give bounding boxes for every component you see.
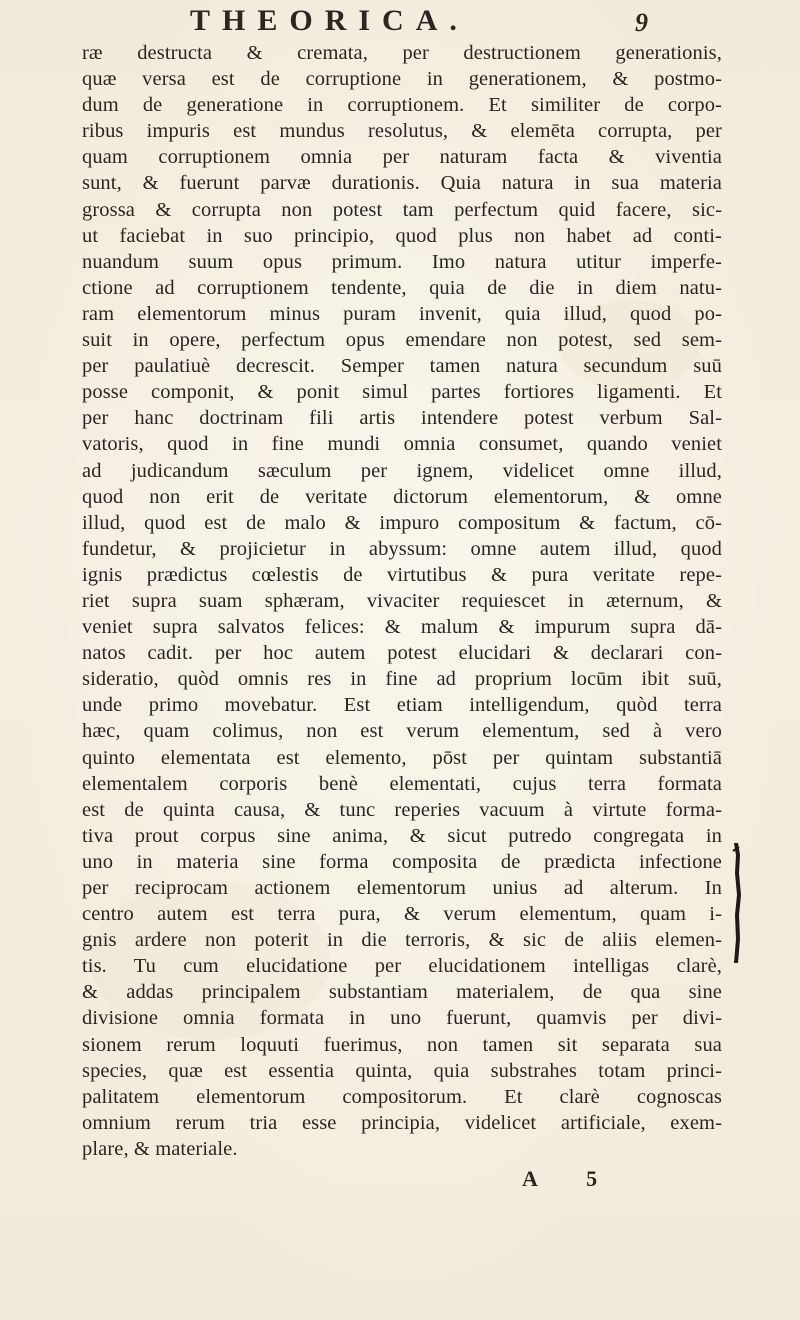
running-head: [0, 4, 800, 40]
text-line: ræ destructa & cremata, per destructionem generationis,: [82, 42, 722, 64]
text-line: quod non erit de veritate dictorum elementorum, & omne: [82, 485, 722, 508]
text-line: quæ versa est de corruptione in generationem, & postmo-: [82, 68, 722, 91]
text-line: elementalem corporis benè elementati, cujus terra formata: [82, 772, 722, 795]
text-line: nuandum suum opus primum. Imo natura utitur imperfe-: [82, 250, 722, 273]
text-line: hæc, quam colimus, non est verum elementum, sed à vero: [82, 720, 722, 743]
text-line: per paulatiuè decrescit. Semper tamen natura secundum suū: [82, 355, 722, 378]
text-line: natos cadit. per hoc autem potest elucidari & declarari con-: [82, 642, 722, 665]
text-line: unde primo movebatur. Est etiam intelligendum, quòd terra: [82, 694, 722, 717]
text-line: uno in materia sine forma composita de prædicta infectione: [82, 850, 722, 873]
text-line: ram elementorum minus puram invenit, quia illud, quod po-: [82, 302, 722, 325]
text-line: per reciprocam actionem elementorum unius ad alterum. In: [82, 877, 722, 899]
text-line: vatoris, quod in fine mundi omnia consumet, quando veniet: [82, 433, 722, 456]
text-line: & addas principalem substantiam materialem, de qua sine: [82, 981, 722, 1004]
signature-mark: A 5: [522, 1166, 620, 1192]
text-line: ad judicandum sæculum per ignem, videlicet omne illud,: [82, 459, 722, 482]
text-line: ribus impuris est mundus resolutus, & elemēta corrupta, per: [82, 120, 722, 143]
text-line: gnis ardere non poterit in die terroris, & sic de aliis elemen-: [82, 929, 722, 952]
text-line: centro autem est terra pura, & verum elementum, quam i-: [82, 903, 722, 926]
text-line: posse componit, & ponit simul partes fortiores ligamenti. Et: [82, 381, 722, 404]
text-line: quinto elementata est elemento, pōst per quintam substantiā: [82, 746, 722, 769]
text-line: sideratio, quòd omnis res in fine ad proprium locūm ibit suū,: [82, 668, 722, 691]
text-line: palitatem elementorum compositorum. Et clarè cognoscas: [82, 1085, 722, 1108]
text-line: fundetur, & projicietur in abyssum: omne autem illud, quod: [82, 537, 722, 560]
text-line: tiva prout corpus sine anima, & sicut putredo congregata in: [82, 824, 722, 847]
text-line: ctione ad corruptionem tendente, quia de die in diem natu-: [82, 276, 722, 299]
text-line: dum de generatione in corruptionem. Et similiter de corpo-: [82, 94, 722, 117]
text-line: sunt, & fuerunt parvæ durationis. Quia natura in sua materia: [82, 172, 722, 195]
text-line: illud, quod est de malo & impuro compositum & factum, cō-: [82, 511, 722, 534]
text-line: grossa & corrupta non potest tam perfectum quid facere, sic-: [82, 198, 722, 221]
text-line: per hanc doctrinam fili artis intendere potest verbum Sal-: [82, 407, 722, 430]
page-number: 9: [635, 8, 648, 37]
text-line: est de quinta causa, & tunc reperies vacuum à virtute forma-: [82, 798, 722, 821]
text-line: ignis prædictus cœlestis de virtutibus & pura veritate repe-: [82, 563, 722, 586]
text-line: tis. Tu cum elucidatione per elucidationem intelligas clarè,: [82, 955, 722, 978]
text-line: divisione omnia formata in uno fuerunt, quamvis per divi-: [82, 1007, 722, 1030]
running-title: THEORICA.: [190, 4, 469, 37]
text-line: suit in opere, perfectum opus emendare non potest, sed sem-: [82, 329, 722, 352]
text-line: riet supra suam sphæram, vivaciter requiescet in æternum, &: [82, 589, 722, 612]
text-line: omnium rerum tria esse principia, videlicet artificiale, exem-: [82, 1111, 722, 1134]
marginal-ink-mark: [729, 843, 743, 963]
body-text: [82, 40, 722, 1162]
signature-row: [82, 1166, 722, 1196]
text-line: quam corruptionem omnia per naturam facta & viventia: [82, 146, 722, 169]
text-line: plare, & materiale.: [82, 1137, 238, 1160]
text-line: ut faciebat in suo principio, quod plus non habet ad conti-: [82, 224, 722, 247]
text-line: sionem rerum loquuti fuerimus, non tamen sit separata sua: [82, 1033, 722, 1056]
text-line: veniet supra salvatos felices: & malum & impurum supra dā-: [82, 616, 722, 639]
text-line: species, quæ est essentia quinta, quia substrahes totam princi-: [82, 1059, 722, 1082]
